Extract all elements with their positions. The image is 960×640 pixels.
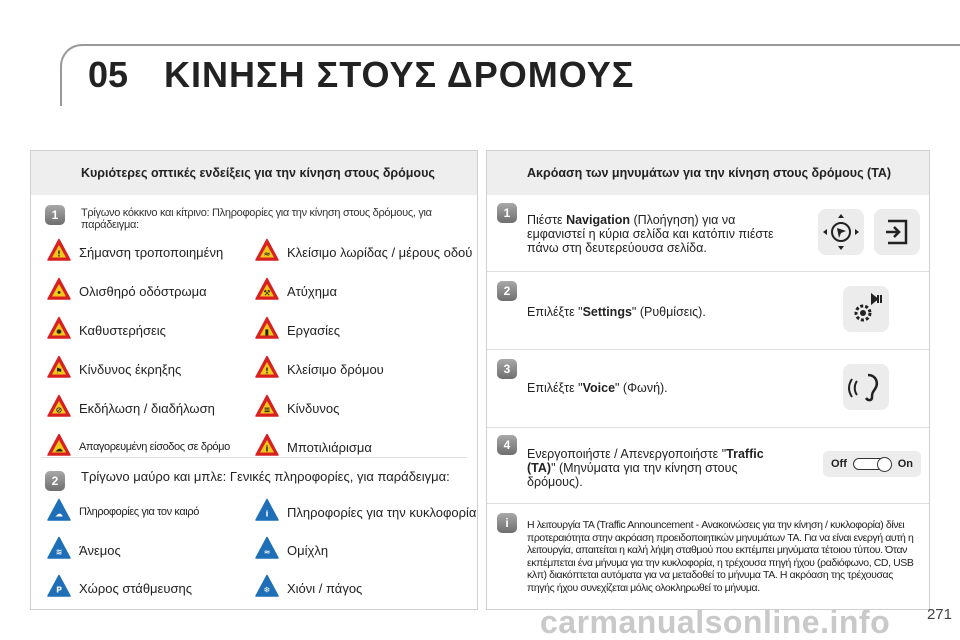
delays-icon [47, 316, 71, 345]
parking-icon [47, 574, 71, 603]
sign-label: Ατύχημα [287, 283, 337, 299]
explosion-danger-icon [47, 355, 71, 384]
modified-signage-icon [47, 238, 71, 267]
step3-text: Επιλέξτε "Voice" (Φωνή). [527, 381, 668, 395]
traffic-ta-toggle[interactable] [823, 451, 921, 477]
sign-label: Κίνδυνος έκρηξης [79, 361, 182, 377]
sign-item [255, 393, 339, 423]
sign-label: Κλείσιμο δρόμου [287, 361, 384, 377]
sign-label: Πληροφορίες για την κυκλοφορία [287, 504, 477, 520]
step2-badge: 2 [497, 281, 517, 301]
secondary-page-button[interactable] [874, 209, 920, 255]
right-panel-title: Ακρόαση των μηνυμάτων για την κίνηση στους δρόμους (TA) [487, 151, 929, 195]
left-panel-title: Κυριότερες οπτικές ενδείξεις για την κίνηση στους δρόμους [31, 151, 477, 195]
svg-text:⚑: ⚑ [55, 366, 63, 375]
accident-icon [255, 277, 279, 306]
step3-badge: 3 [497, 359, 517, 379]
sign-label: Απαγορευμένη είσοδος σε δρόμο [79, 441, 230, 453]
svg-text:≈: ≈ [263, 249, 271, 258]
snow-ice-icon [255, 574, 279, 603]
sign-label: Σήμανση τροποποιημένη [79, 244, 224, 260]
svg-text:✹: ✹ [55, 327, 63, 336]
svg-text:i: i [265, 444, 269, 453]
page-number: 271 [926, 606, 952, 623]
wind-icon [47, 536, 71, 565]
svg-text:▮: ▮ [264, 327, 270, 336]
toggle-on-label: On [897, 458, 913, 470]
sign-label: Χιόνι / πάγος [287, 580, 363, 596]
sign-item [255, 237, 472, 267]
slippery-road-icon [47, 277, 71, 306]
section1-badge: 1 [45, 205, 65, 225]
sign-item [47, 237, 223, 267]
svg-text:≋: ≋ [55, 547, 63, 556]
step1-text: Πιέστε Navigation (Πλοήγηση) για να εμφανιστεί η κύρια σελίδα και κατόπιν πιέστε πάνω στη δευτερεύουσα σελίδα. [527, 213, 774, 255]
sign-item [47, 393, 215, 423]
svg-text:i: i [265, 509, 269, 518]
sign-item [255, 573, 362, 603]
sign-item [255, 315, 340, 345]
ta-info-note: Η λειτουργία TA (Traffic Announcement - Ανακοινώσεις για την κίνηση / κυκλοφορία) δίνει προτεραιότητα στην ακρόαση προειδοποιητικών μηνυμάτων TA. Για να είναι ενεργή αυτή η λειτουργία, απαιτείται η καλή λήψη σταθμού που εκπέμπει μηνύματα τέτοιου τύπου. Όταν εκπέμπεται ένα μήνυμα για την κυκλοφορία, η τρέχουσα πηγή ήχου (ραδιόφωνο, CD, USB κλπ) διακόπτεται αυτόματα για να μεταδοθεί το μήνυμα TA. Η ακρόαση της τρέχουσας πηγής ήχου συνεχίζεται μόλις ολοκληρωθεί το μήνυμα. [527, 519, 914, 594]
danger-icon [255, 394, 279, 423]
sign-label: Ολισθηρό οδόστρωμα [79, 283, 207, 299]
chapter-number: 05 [88, 54, 129, 95]
weather-info-icon [47, 498, 71, 527]
toggle-track [853, 458, 891, 470]
step-divider [487, 349, 929, 350]
voice-button[interactable] [843, 364, 889, 410]
svg-text:≈: ≈ [263, 547, 271, 556]
sign-item [47, 497, 199, 527]
sign-label: Πληροφορίες για τον καιρό [79, 506, 199, 518]
demonstration-icon [47, 394, 71, 423]
secondary-page-icon [882, 217, 912, 247]
ta-messages-panel [486, 150, 930, 610]
section-divider [41, 457, 467, 458]
page-title: ΚΙΝΗΣΗ ΣΤΟΥΣ ΔΡΟΜΟΥΣ [164, 54, 635, 95]
sign-label: Κλείσιμο λωρίδας / μέρους οδού [287, 244, 473, 260]
fog-icon [255, 536, 279, 565]
info-icon: i [497, 513, 517, 533]
svg-text:⚒: ⚒ [263, 288, 271, 297]
step-divider [487, 427, 929, 428]
sign-label: Καθυστερήσεις [79, 322, 166, 338]
sign-item [255, 276, 337, 306]
settings-gear-icon [846, 289, 886, 329]
navigation-joystick-icon [821, 212, 861, 252]
sign-item [47, 573, 192, 603]
watermark: carmanualsonline.info [540, 604, 891, 640]
voice-speaking-icon [846, 367, 886, 407]
svg-text:!: ! [265, 366, 269, 375]
svg-text:•: • [56, 288, 62, 297]
sign-item [47, 315, 166, 345]
sign-label: Εργασίες [287, 322, 341, 338]
section2-badge: 2 [45, 471, 65, 491]
sign-label: Άνεμος [79, 542, 121, 558]
step4-text: Ενεργοποιήστε / Απενεργοποιήστε "Traffic (TA)" (Μηνύματα για την κίνηση στους δρόμους). [527, 447, 764, 489]
svg-text:!: ! [57, 249, 61, 258]
svg-text:≡: ≡ [263, 405, 271, 414]
traffic-info-icon [255, 498, 279, 527]
svg-text:☁: ☁ [55, 509, 63, 518]
sign-item [255, 497, 476, 527]
svg-text:P: P [56, 585, 62, 594]
sign-label: Εκδήλωση / διαδήλωση [79, 400, 215, 416]
sign-item [47, 276, 207, 306]
svg-text:❄: ❄ [263, 585, 271, 594]
settings-button[interactable] [843, 286, 889, 332]
sign-item [255, 354, 384, 384]
step1-badge: 1 [497, 203, 517, 223]
sign-item [255, 535, 328, 565]
roadworks-icon [255, 316, 279, 345]
step2-text: Επιλέξτε "Settings" (Ρυθμίσεις). [527, 305, 706, 319]
step-divider [487, 503, 929, 504]
step4-badge: 4 [497, 435, 517, 455]
section1-description: Τρίγωνο κόκκινο και κίτρινο: Πληροφορίες για την κίνηση στους δρόμους, για παράδειγμα: [81, 207, 432, 231]
sign-label: Χώρος στάθμευσης [79, 580, 192, 596]
section2-description: Τρίγωνο μαύρο και μπλε: Γενικές πληροφορίες, για παράδειγμα: [81, 469, 450, 484]
toggle-off-label: Off [831, 458, 847, 470]
visual-signs-panel [30, 150, 478, 610]
svg-text:☁: ☁ [55, 444, 63, 453]
lane-closed-icon [255, 238, 279, 267]
svg-text:⊘: ⊘ [55, 405, 63, 414]
step-divider [487, 271, 929, 272]
sign-label: Κίνδυνος [287, 400, 340, 416]
sign-item [47, 354, 181, 384]
sign-label: Μποτιλιάρισμα [287, 439, 372, 455]
sign-item [47, 535, 121, 565]
sign-label: Ομίχλη [287, 542, 329, 558]
road-closed-icon [255, 355, 279, 384]
navigation-button[interactable] [818, 209, 864, 255]
